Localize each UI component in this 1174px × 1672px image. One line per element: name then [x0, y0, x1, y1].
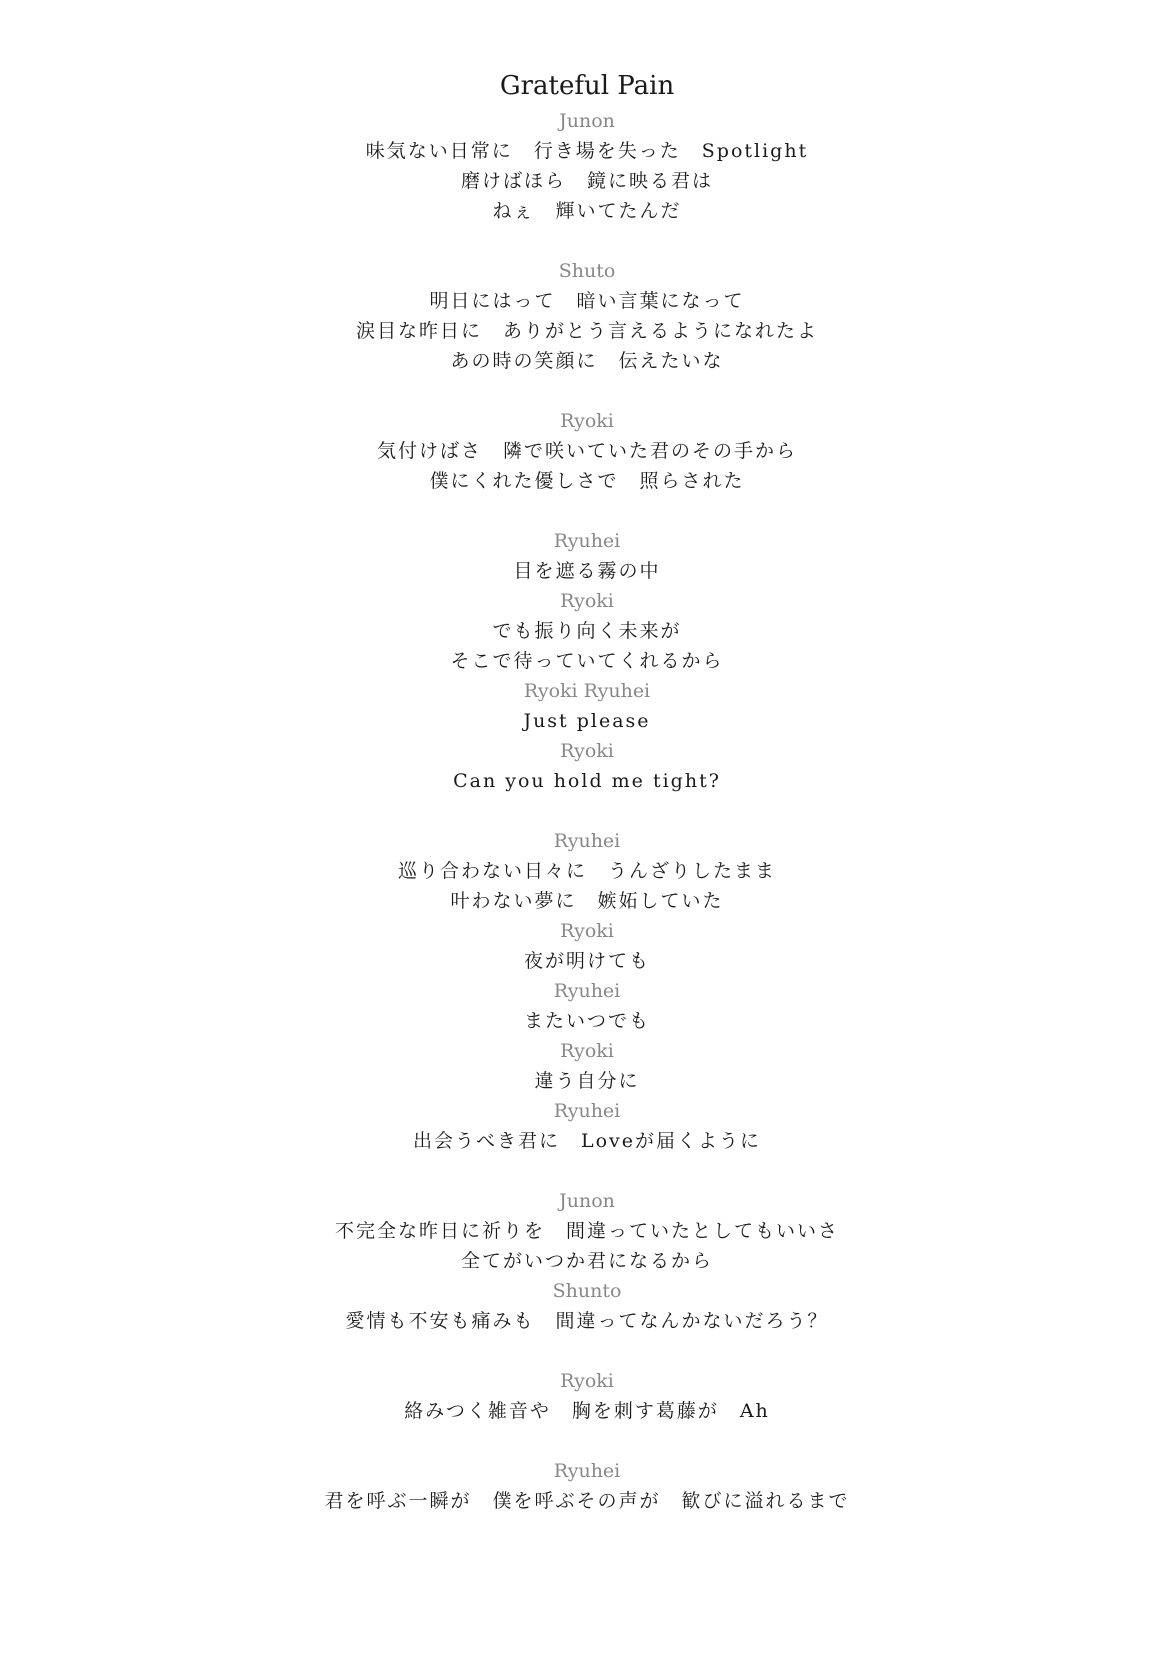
singer-name: Ryoki — [560, 410, 614, 432]
lyric-line: 気付けばさ 隣で咲いていた君のその手から — [376, 440, 797, 462]
stanza-gap — [0, 796, 1174, 826]
singer-name: Ryuhei — [553, 1460, 621, 1482]
stanza-gap — [0, 1156, 1174, 1186]
section — [0, 1096, 1174, 1156]
singer-name: Ryoki — [560, 740, 614, 762]
section — [0, 1456, 1174, 1516]
singer-name: Ryoki — [560, 1370, 614, 1392]
lyric-line: Just please — [523, 710, 651, 732]
lyric-line: 愛情も不安も痛みも 間違ってなんかないだろう？ — [345, 1310, 829, 1332]
lyric-line: ねぇ 輝いてたんだ — [492, 200, 682, 222]
singer-name: Ryoki — [560, 590, 614, 612]
lyric-line: 夜が明けても — [523, 950, 650, 972]
lyric-line: 不完全な昨日に祈りを 間違っていたとしてもいいさ — [334, 1220, 839, 1242]
lyric-line: 巡り合わない日々に うんざりしたまま — [397, 860, 776, 882]
lyric-line: 目を遮る霧の中 — [513, 560, 661, 582]
section — [0, 586, 1174, 676]
stanza-gap — [0, 1336, 1174, 1366]
singer-name: Shunto — [552, 1280, 622, 1302]
stanza-gap — [0, 496, 1174, 526]
section — [0, 676, 1174, 736]
section — [0, 976, 1174, 1036]
singer-name: Ryoki Ryuhei — [523, 680, 651, 702]
lyric-line: 違う自分に — [534, 1070, 640, 1092]
lyric-line: 君を呼ぶ一瞬が 僕を呼ぶその声が 歓びに溢れるまで — [324, 1490, 850, 1512]
singer-name: Ryuhei — [553, 980, 621, 1002]
section — [0, 1276, 1174, 1336]
stanza-gap — [0, 1426, 1174, 1456]
section — [0, 256, 1174, 376]
lyric-line: 味気ない日常に 行き場を失った Spotlight — [365, 140, 809, 162]
lyric-line: そこで待っていてくれるから — [450, 650, 724, 672]
section — [0, 736, 1174, 796]
lyric-line: Can you hold me tight? — [453, 770, 721, 792]
section — [0, 526, 1174, 586]
section — [0, 1036, 1174, 1096]
lyric-line: またいつでも — [523, 1010, 650, 1032]
song-title: Grateful Pain — [499, 71, 675, 101]
singer-name: Ryuhei — [553, 830, 621, 852]
lyric-line: 叶わない夢に 嫉妬していた — [450, 890, 724, 912]
section — [0, 106, 1174, 226]
lyric-line: 絡みつく雑音や 胸を刺す葛藤が Ah — [404, 1400, 770, 1422]
lyric-line: 出会うべき君に Loveが届くように — [412, 1130, 762, 1152]
singer-name: Ryoki — [560, 920, 614, 942]
singer-name: Shuto — [558, 260, 616, 282]
stanza-gap — [0, 226, 1174, 256]
lyric-line: あの時の笑顔に 伝えたいな — [450, 350, 724, 372]
stanza-gap — [0, 376, 1174, 406]
section — [0, 406, 1174, 496]
lyric-line: でも振り向く未来が — [492, 620, 682, 642]
singer-name: Ryuhei — [553, 530, 621, 552]
section — [0, 916, 1174, 976]
lyrics-page — [0, 66, 1174, 1516]
singer-name: Junon — [559, 110, 615, 132]
singer-name: Ryoki — [560, 1040, 614, 1062]
singer-name: Junon — [559, 1190, 615, 1212]
section — [0, 1366, 1174, 1426]
section — [0, 1186, 1174, 1276]
lyric-line: 全てがいつか君になるから — [460, 1250, 713, 1272]
singer-name: Ryuhei — [553, 1100, 621, 1122]
lyric-line: 磨けばほら 鏡に映る君は — [460, 170, 713, 192]
lyric-line: 明日にはって 暗い言葉になって — [429, 290, 745, 312]
lyric-line: 僕にくれた優しさで 照らされた — [429, 470, 745, 492]
lyric-line: 涙目な昨日に ありがとう言えるようになれたよ — [355, 320, 818, 342]
section — [0, 826, 1174, 916]
